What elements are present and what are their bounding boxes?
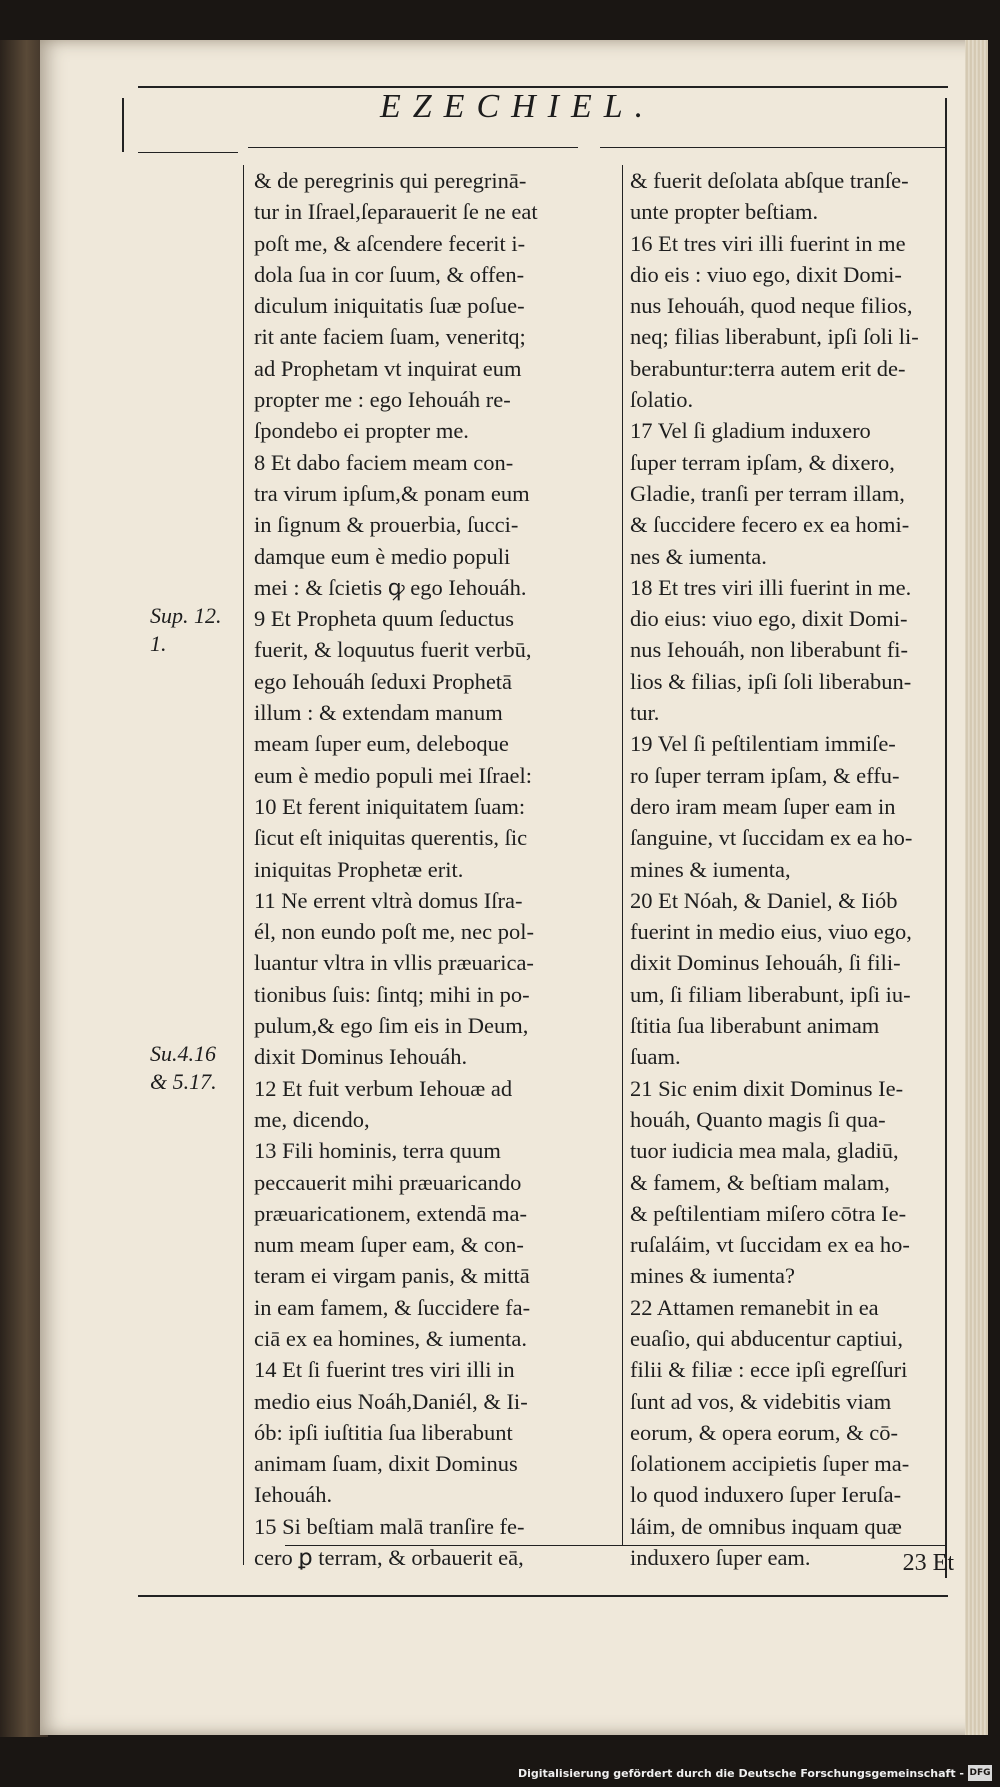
bottom-rule — [138, 1595, 948, 1597]
text-line: ciā ex ea homines, & iumenta. — [254, 1325, 528, 1351]
text-line: 12 Et fuit verbum Iehouæ ad — [254, 1075, 513, 1101]
text-line: euaſio, qui abducentur captiui, — [630, 1325, 904, 1351]
text-line: tuor iudicia mea mala, gladiū, — [630, 1138, 899, 1164]
text-line: 11 Ne errent vltrà domus Iſra- — [254, 887, 523, 913]
text-line: me, dicendo, — [254, 1106, 370, 1132]
text-line: & famem, & beſtiam malam, — [630, 1169, 890, 1195]
right-text-column — [630, 165, 970, 1573]
text-line: peccauerit mihi præuaricando — [254, 1169, 522, 1195]
text-line: pulum,& ego ſim eis in Deum, — [254, 1013, 529, 1039]
digitization-footer — [0, 1761, 1000, 1787]
text-line: 9 Et Propheta quum ſeductus — [254, 606, 514, 632]
text-line: unte propter beſtiam. — [630, 199, 819, 225]
head-rule-left — [138, 152, 238, 153]
text-line: dixit Dominus Iehouáh, ſi fili- — [630, 950, 901, 976]
text-line: 22 Attamen remanebit in ea — [630, 1294, 879, 1320]
text-line: ſuper terram ipſam, & dixero, — [630, 449, 895, 475]
margin-note-su416 — [150, 1040, 217, 1096]
text-line: illum : & extendam manum — [254, 700, 503, 726]
running-head: EZECHIEL. — [380, 88, 656, 125]
text-line: berabuntur:terra autem erit de- — [630, 355, 906, 381]
text-line: Gladie, tranſi per terram illam, — [630, 480, 905, 506]
text-line: láim, de omnibus inquam quæ — [630, 1513, 902, 1539]
text-line: ro ſuper terram ipſam, & effu- — [630, 762, 900, 788]
text-line: iniquitas Prophetæ erit. — [254, 856, 464, 882]
text-line: houáh, Quanto magis ſi qua- — [630, 1106, 886, 1132]
text-line: 20 Et Nóah, & Daniel, & Iiób — [630, 887, 898, 913]
text-line: dixit Dominus Iehouáh. — [254, 1044, 468, 1070]
text-line: 19 Vel ſi peſtilentiam immiſe- — [630, 731, 896, 757]
text-line: & fuerit deſolata abſque tranſe- — [630, 168, 909, 193]
text-line: animam ſuam, dixit Dominus — [254, 1451, 518, 1477]
text-line: ſuam. — [630, 1044, 681, 1070]
text-line: fuerit, & loquutus fuerit verbū, — [254, 637, 532, 663]
text-line: 13 Fili hominis, terra quum — [254, 1138, 501, 1164]
text-line: nus Iehouáh, non liberabunt fi- — [630, 637, 909, 663]
text-line: ſpondebo ei propter me. — [254, 418, 469, 444]
left-head-bar — [122, 98, 124, 152]
text-line: in eam famem, & ſuccidere fa- — [254, 1294, 531, 1320]
text-line: præuaricationem, extendā ma- — [254, 1200, 528, 1226]
text-line: 16 Et tres viri illi fuerint in me — [630, 230, 906, 256]
margin-note-line: & 5.17. — [150, 1069, 217, 1094]
text-line: & ſuccidere fecero ex ea homi- — [630, 512, 910, 538]
text-line: diculum iniquitatis ſuæ poſue- — [254, 293, 525, 319]
head-rule-right — [600, 147, 945, 148]
text-line: nes & iumenta. — [630, 543, 767, 569]
text-line: ego Iehouáh ſeduxi Prophetā — [254, 668, 513, 694]
dfg-logo-icon: DFG — [968, 1765, 992, 1781]
margin-rule — [243, 165, 244, 1565]
text-line: dola ſua in cor ſuum, & offen- — [254, 261, 525, 287]
text-line: Iehouáh. — [254, 1482, 333, 1508]
margin-note-line: 1. — [150, 631, 167, 656]
text-line: 17 Vel ſi gladium induxero — [630, 418, 871, 444]
text-line: ób: ipſi iuſtitia ſua liberabunt — [254, 1419, 513, 1445]
text-line: dio eis : viuo ego, dixit Domi- — [630, 261, 902, 287]
text-line: damque eum è medio populi — [254, 543, 511, 569]
catchword: 23 Et — [902, 1550, 954, 1576]
text-line: dio eius: viuo ego, dixit Domi- — [630, 606, 908, 632]
margin-note-sup12 — [150, 602, 222, 658]
text-line: tur. — [630, 700, 660, 726]
text-line: 14 Et ſi fuerint tres viri illi in — [254, 1357, 515, 1383]
text-line: induxero ſuper eam. — [630, 1545, 811, 1571]
text-line: ſanguine, vt ſuccidam ex ea ho- — [630, 825, 913, 851]
text-line: rit ante faciem ſuam, veneritq; — [254, 324, 526, 350]
text-line: dero iram meam ſuper eam in — [630, 793, 896, 819]
text-line: teram ei virgam panis, & mittā — [254, 1263, 530, 1289]
text-line: & peſtilentiam miſero cōtra Ie- — [630, 1200, 907, 1226]
left-text-column — [254, 165, 626, 1573]
text-line: ad Prophetam vt inquirat eum — [254, 355, 522, 381]
text-line: filii & filiæ : ecce ipſi egreſſuri — [630, 1357, 908, 1383]
text-line: ſtitia ſua liberabunt animam — [630, 1013, 880, 1039]
margin-note-line: Sup. 12. — [150, 603, 222, 628]
text-line: ſolatio. — [630, 387, 694, 413]
text-line: ſolationem accipietis ſuper ma- — [630, 1451, 910, 1477]
text-line: poſt me, & aſcendere fecerit i- — [254, 230, 526, 256]
text-line: in ſignum & prouerbia, ſucci- — [254, 512, 519, 538]
text-line: lios & filias, ipſi ſoli liberabun- — [630, 668, 912, 694]
text-line: 15 Si beſtiam malā tranſire fe- — [254, 1513, 525, 1539]
text-line: fuerint in medio eius, viuo ego, — [630, 919, 912, 945]
text-line: propter me : ego Iehouáh re- — [254, 387, 511, 413]
text-line: cero ꝑ terram, & orbauerit eā, — [254, 1545, 524, 1571]
head-rule-mid — [248, 147, 578, 148]
text-line: tur in Iſrael,ſeparauerit ſe ne eat — [254, 199, 538, 225]
text-line: 10 Et ferent iniquitatem ſuam: — [254, 793, 526, 819]
text-line: um, ſi filiam liberabunt, ipſi iu- — [630, 981, 911, 1007]
text-line: neq; filias liberabunt, ipſi ſoli li- — [630, 324, 919, 350]
text-line: ruſaláim, vt ſuccidam ex ea ho- — [630, 1232, 910, 1258]
text-line: luantur vltra in vllis præuarica- — [254, 950, 534, 976]
text-line: tionibus ſuis: ſintq; mihi in po- — [254, 981, 530, 1007]
text-line: ſicut eſt iniquitas querentis, ſic — [254, 825, 528, 851]
text-line: medio eius Noáh,Daniél, & Ii- — [254, 1388, 528, 1414]
footer-credit: Digitalisierung gefördert durch die Deutsche Forschungsgemeinschaft - — [517, 1767, 964, 1780]
text-line: nus Iehouáh, quod neque filios, — [630, 293, 913, 319]
text-line: 18 Et tres viri illi fuerint in me. — [630, 574, 912, 600]
text-line: mines & iumenta? — [630, 1263, 795, 1289]
text-line: num meam ſuper eam, & con- — [254, 1232, 524, 1258]
text-line: meam ſuper eum, deleboque — [254, 731, 509, 757]
text-line: lo quod induxero ſuper Ieruſa- — [630, 1482, 902, 1508]
text-line: tra virum ipſum,& ponam eum — [254, 480, 530, 506]
text-line: 21 Sic enim dixit Dominus Ie- — [630, 1075, 904, 1101]
text-line: eorum, & opera eorum, & cō- — [630, 1419, 899, 1445]
text-line: 8 Et dabo faciem meam con- — [254, 449, 514, 475]
text-line: él, non eundo poſt me, nec pol- — [254, 919, 534, 945]
text-line: ſunt ad vos, & videbitis viam — [630, 1388, 892, 1414]
text-line: eum è medio populi mei Iſrael: — [254, 762, 533, 788]
text-line: mines & iumenta, — [630, 856, 791, 882]
text-line: & de peregrinis qui peregrinā- — [254, 168, 527, 193]
text-line: mei : & ſcietis ꝙ ego Iehouáh. — [254, 574, 527, 600]
margin-note-line: Su.4.16 — [150, 1041, 216, 1066]
